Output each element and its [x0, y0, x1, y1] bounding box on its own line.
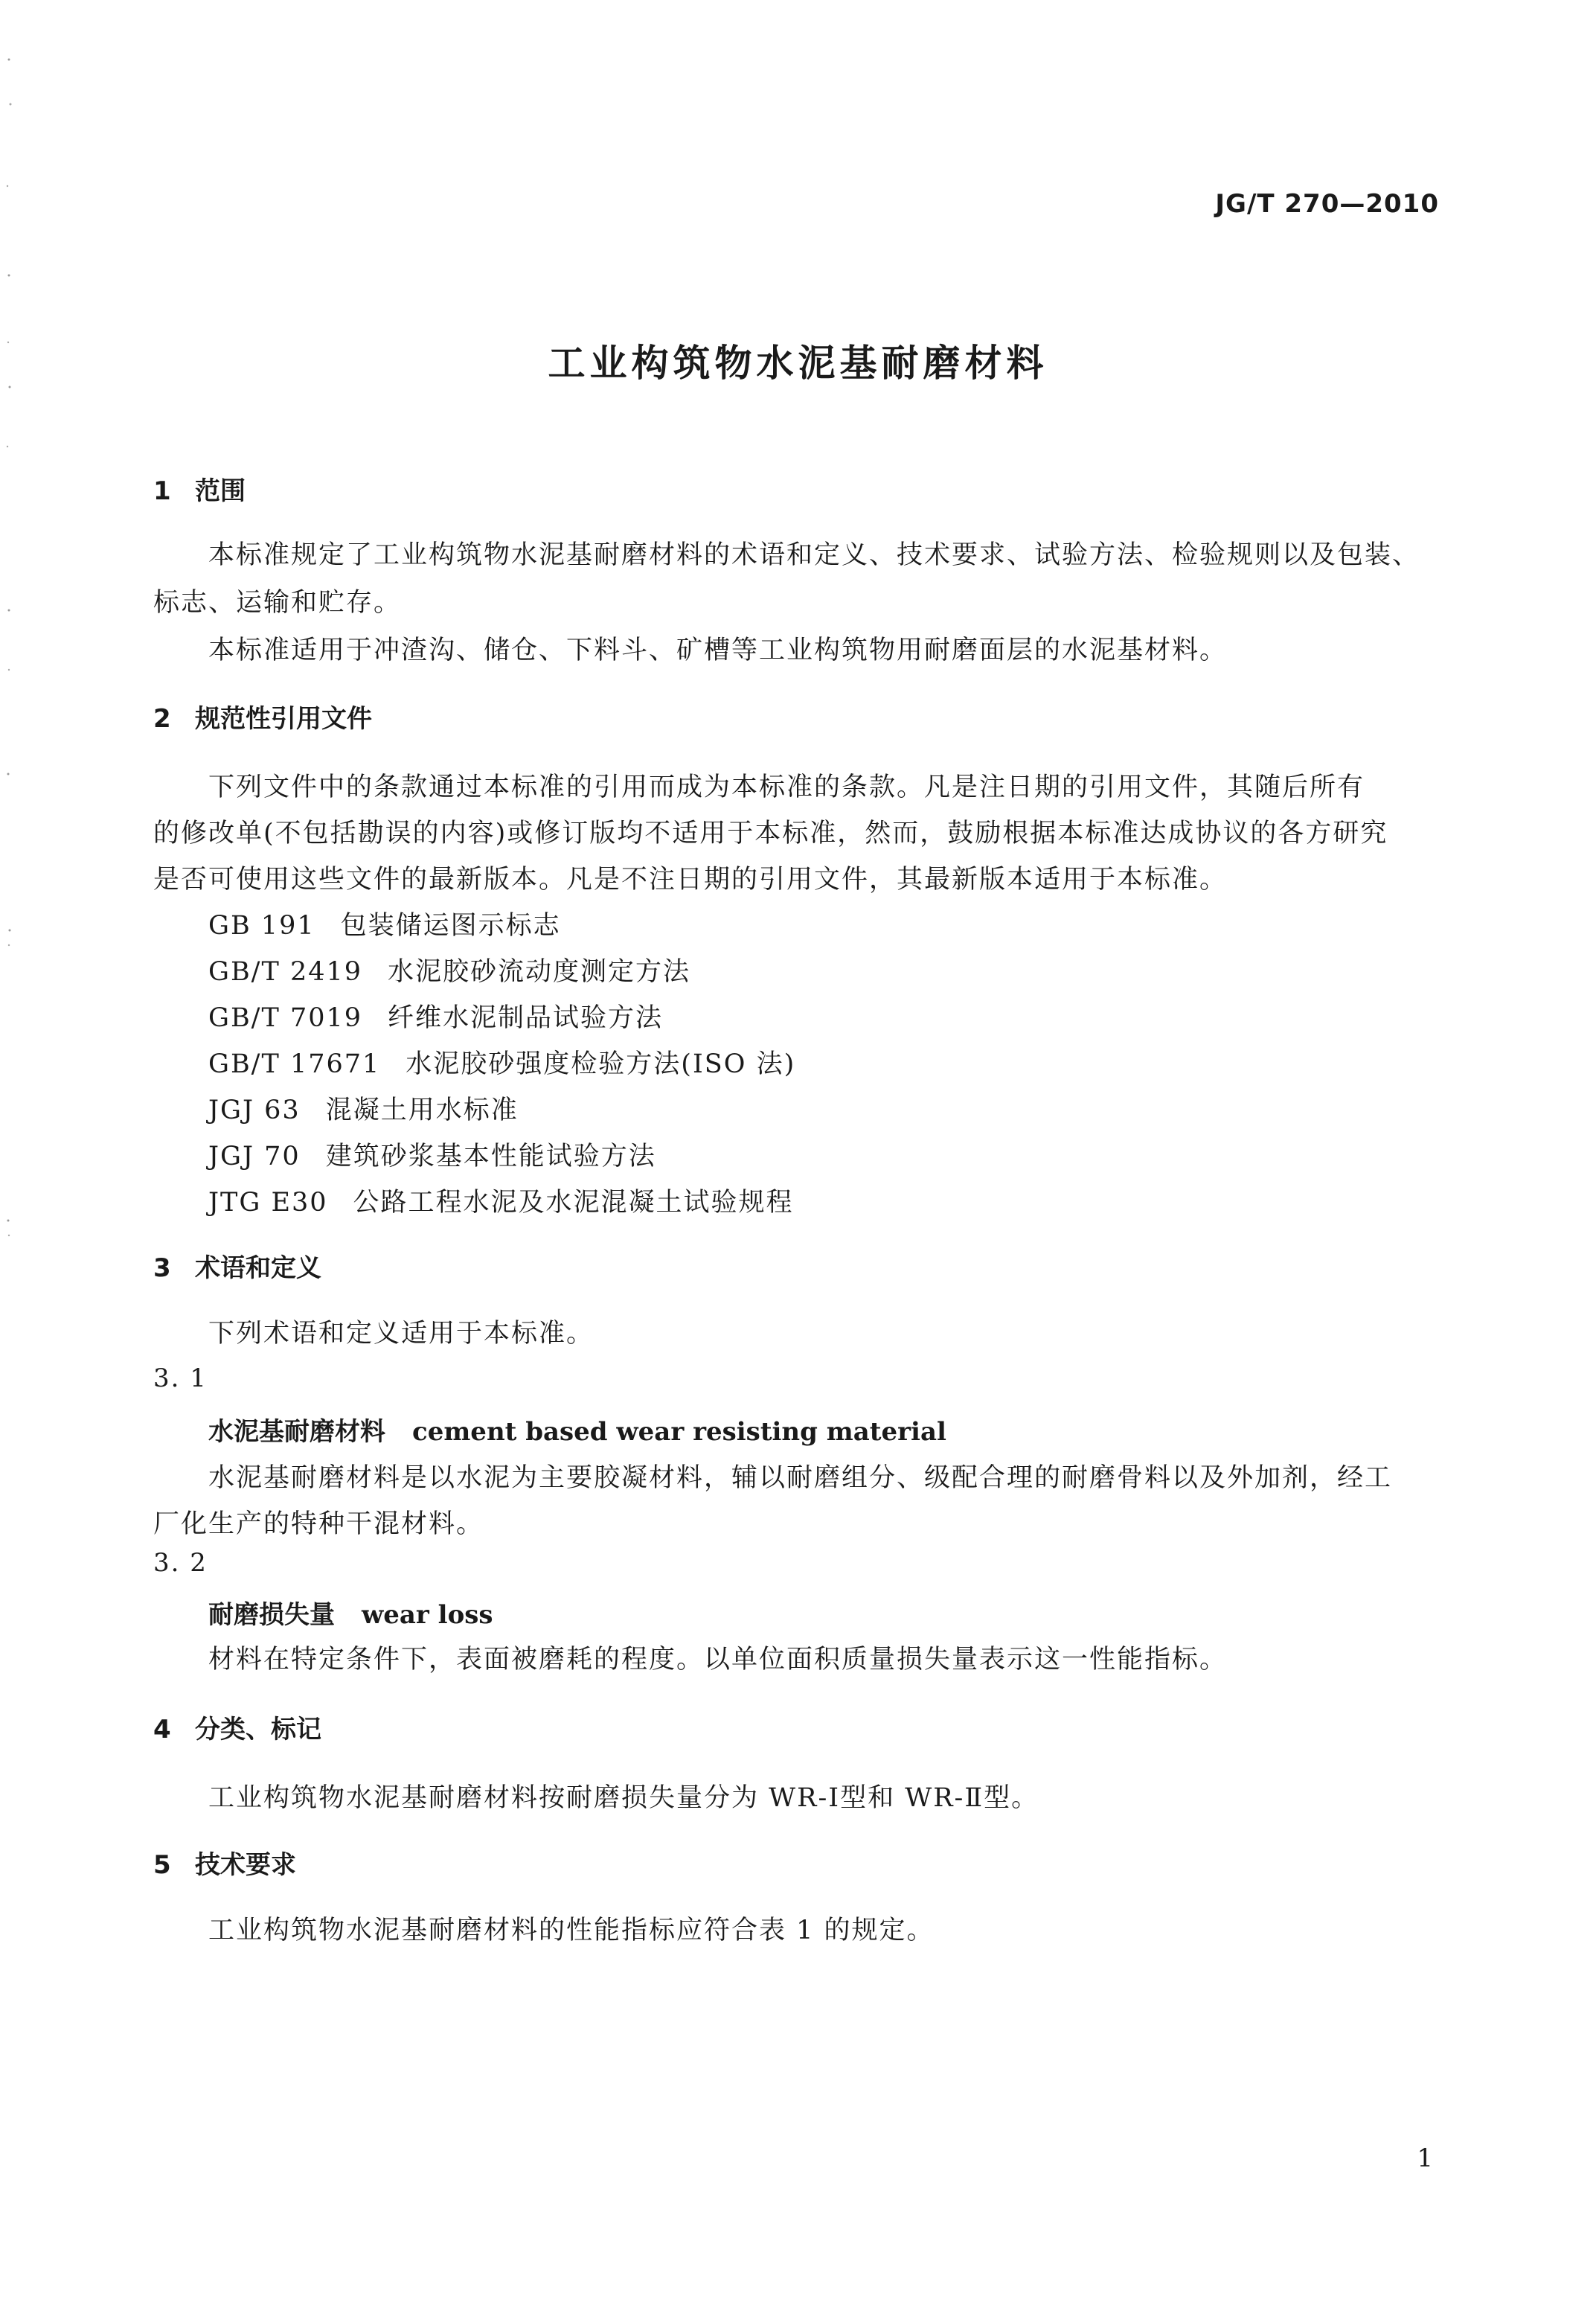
section-1-paragraph-1-line-1: 本标准规定了工业构筑物水泥基耐磨材料的术语和定义、技术要求、试验方法、检验规则以及包装、 — [208, 540, 1420, 570]
section-2-intro-line-3: 是否可使用这些文件的最新版本。凡是不注日期的引用文件，其最新版本适用于本标准。 — [153, 865, 1228, 895]
term-zh: 水泥基耐磨材料 — [208, 1417, 385, 1447]
section-number: 5 — [153, 1850, 171, 1880]
term-definition-line-2: 厂化生产的特种干混材料。 — [153, 1509, 484, 1539]
section-3-intro: 下列术语和定义适用于本标准。 — [208, 1319, 595, 1349]
section-4-paragraph: 工业构筑物水泥基耐磨材料按耐磨损失量分为 WR-Ⅰ型和 WR-Ⅱ型。 — [208, 1783, 1039, 1813]
term-en: wear loss — [362, 1600, 493, 1630]
reference-item — [208, 1136, 656, 1173]
reference-item — [208, 1043, 795, 1081]
term-heading — [208, 1411, 946, 1448]
section-5-paragraph: 工业构筑物水泥基耐磨材料的性能指标应符合表 1 的规定。 — [208, 1916, 935, 1945]
reference-item — [208, 905, 561, 942]
section-2-intro-line-1: 下列文件中的条款通过本标准的引用而成为本标准的条款。凡是注日期的引用文件，其随后所有 — [208, 773, 1365, 802]
standard-code: JG/T 270—2010 — [1215, 189, 1439, 219]
reference-item — [208, 1090, 519, 1127]
section-1-paragraph-1-line-2: 标志、运输和贮存。 — [153, 588, 402, 618]
reference-title: 混凝土用水标准 — [325, 1096, 519, 1125]
scan-specks-decoration — [0, 0, 30, 2322]
reference-code: JTG E30 — [208, 1188, 328, 1218]
reference-item — [208, 1182, 794, 1219]
term-definition-line-1: 材料在特定条件下，表面被磨耗的程度。以单位面积质量损失量表示这一性能指标。 — [208, 1645, 1228, 1675]
section-1-paragraph-2: 本标准适用于冲渣沟、储仓、下料斗、矿槽等工业构筑物用耐磨面层的水泥基材料。 — [208, 636, 1228, 665]
reference-title: 公路工程水泥及水泥混凝土试验规程 — [353, 1188, 794, 1218]
term-definition-line-1: 水泥基耐磨材料是以水泥为主要胶凝材料，辅以耐磨组分、级配合理的耐磨骨料以及外加剂，经工 — [208, 1463, 1393, 1493]
page-number: 1 — [1417, 2143, 1433, 2173]
section-4-heading — [153, 1709, 321, 1745]
section-number: 3 — [153, 1253, 171, 1283]
document-title: 工业构筑物水泥基耐磨材料 — [548, 342, 1048, 385]
section-title: 术语和定义 — [195, 1253, 321, 1283]
reference-item — [208, 951, 690, 988]
section-5-heading — [153, 1844, 296, 1881]
reference-item — [208, 997, 663, 1034]
reference-code: GB/T 7019 — [208, 1003, 363, 1033]
section-number: 1 — [153, 476, 171, 506]
clause-number: 3. 1 — [153, 1363, 208, 1393]
term-en: cement based wear resisting material — [412, 1417, 946, 1447]
reference-code: GB 191 — [208, 911, 315, 941]
reference-title: 水泥胶砂强度检验方法(ISO 法) — [406, 1049, 796, 1079]
section-title: 分类、标记 — [195, 1715, 321, 1744]
reference-code: GB/T 17671 — [208, 1049, 381, 1079]
term-zh: 耐磨损失量 — [208, 1600, 335, 1630]
section-number: 2 — [153, 704, 171, 734]
clause-number: 3. 2 — [153, 1548, 208, 1578]
section-1-heading — [153, 470, 246, 507]
reference-code: GB/T 2419 — [208, 957, 363, 987]
reference-title: 建筑砂浆基本性能试验方法 — [325, 1142, 656, 1171]
section-number: 4 — [153, 1715, 171, 1744]
section-3-heading — [153, 1247, 321, 1284]
reference-title: 水泥胶砂流动度测定方法 — [388, 957, 691, 987]
reference-code: JGJ 70 — [208, 1142, 301, 1171]
section-2-intro-line-2: 的修改单(不包括勘误的内容)或修订版均不适用于本标准，然而，鼓励根据本标准达成协议的各方研究 — [153, 819, 1388, 848]
reference-code: JGJ 63 — [208, 1096, 301, 1125]
term-heading — [208, 1594, 493, 1631]
section-title: 范围 — [195, 476, 246, 506]
section-title: 规范性引用文件 — [195, 704, 372, 734]
reference-title: 纤维水泥制品试验方法 — [388, 1003, 664, 1033]
section-2-heading — [153, 698, 372, 735]
section-title: 技术要求 — [195, 1850, 296, 1880]
reference-title: 包装储运图示标志 — [340, 911, 561, 941]
